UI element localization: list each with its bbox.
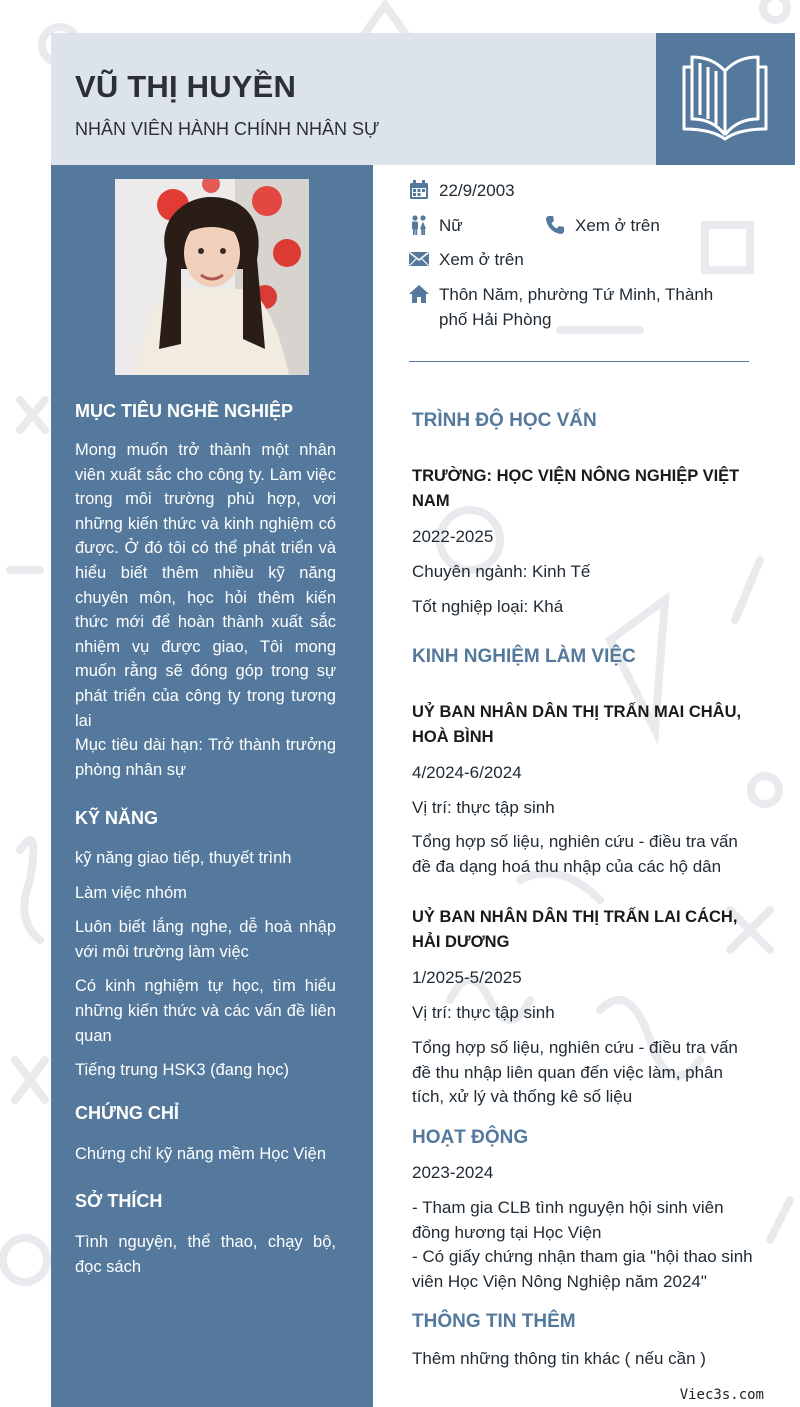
skill-item: Tiếng trung HSK3 (đang học) xyxy=(75,1061,290,1080)
activities-title: HOẠT ĐỘNG xyxy=(412,1127,529,1148)
candidate-name: VŨ THỊ HUYỀN xyxy=(75,69,297,104)
sidebar xyxy=(51,165,373,1407)
email-row xyxy=(439,247,524,272)
contact-divider xyxy=(409,361,749,362)
gender-row xyxy=(439,213,463,238)
certificates-text: Chứng chỉ kỹ năng mềm Học Viện xyxy=(75,1145,327,1163)
email-value[interactable]: Xem ở trên xyxy=(439,250,524,269)
hobbies-text: Tình nguyện, thể thao, chạy bộ, đọc sách xyxy=(75,1233,336,1276)
watermark: Viec3s.com xyxy=(679,1387,764,1403)
certificates-title: CHỨNG CHỈ xyxy=(75,1103,179,1123)
objective-text: Mong muốn trở thành một nhân viên xuất sắc cho công ty. Làm việc trong môi trường phù hợp, vơi những kiến thức và kinh nghiệm có được. Ở đó tôi có thể phát triển và hiểu biết thêm nhiều kỹ năng chuyên môn, học hỏi thêm kiến thức mới để hoàn thành xuất sắc nhiệm vụ được giao, Tôi mong muốn rằng sẽ đóng góp trong sự phát triển của công ty trong tương lai xyxy=(75,441,336,730)
header xyxy=(51,33,656,165)
activities-line-1: - Tham gia CLB tình nguyện hội sinh viên đồng hương tại Học Viện xyxy=(412,1198,724,1242)
activities-period: 2023-2024 xyxy=(412,1163,494,1182)
education-grade: Tốt nghiệp loại: Khá xyxy=(412,597,564,616)
job-org: UỶ BAN NHÂN DÂN THỊ TRẤN MAI CHÂU, HOÀ BÌNH xyxy=(412,703,742,746)
birthday-value: 22/9/2003 xyxy=(439,181,515,200)
skill-item: Luôn biết lắng nghe, dễ hoà nhập với môi trường làm việc xyxy=(75,918,336,961)
job-period: 1/2025-5/2025 xyxy=(412,968,522,987)
school-name: TRƯỜNG: HỌC VIỆN NÔNG NGHIỆP VIỆT NAM xyxy=(412,467,740,510)
job-position: Vị trí: thực tập sinh xyxy=(412,798,555,817)
education-title: TRÌNH ĐỘ HỌC VẤN xyxy=(412,410,597,431)
extra-text: Thêm những thông tin khác ( nếu cần ) xyxy=(412,1349,706,1368)
skills-section xyxy=(75,808,336,1093)
hobbies-section xyxy=(75,1191,336,1279)
phone-icon xyxy=(545,215,565,235)
job-description: Tổng hợp số liệu, nghiên cứu - điều tra vấn đề thu nhập liên quan đến việc làm, phân tích, xử lý và thống kê số liệu xyxy=(412,1038,738,1106)
hobbies-title: SỞ THÍCH xyxy=(75,1191,163,1211)
address-row xyxy=(439,282,729,332)
gender-value: Nữ xyxy=(439,216,463,235)
logo-box xyxy=(656,33,795,165)
avatar xyxy=(115,179,309,375)
job-title: NHÂN VIÊN HÀNH CHÍNH NHÂN SỰ xyxy=(75,119,380,139)
job-org: UỶ BAN NHÂN DÂN THỊ TRẤN LAI CÁCH, HẢI DƯƠNG xyxy=(412,908,738,951)
job-position: Vị trí: thực tập sinh xyxy=(412,1003,555,1022)
address-value: Thôn Năm, phường Tứ Minh, Thành phố Hải Phòng xyxy=(439,285,714,329)
calendar-icon xyxy=(409,180,429,200)
skill-item: kỹ năng giao tiếp, thuyết trình xyxy=(75,849,292,867)
experience-title: KINH NGHIỆM LÀM VIỆC xyxy=(412,646,636,667)
home-icon xyxy=(409,284,429,304)
phone-row xyxy=(575,213,660,238)
extra-title: THÔNG TIN THÊM xyxy=(412,1311,576,1332)
job-period: 4/2024-6/2024 xyxy=(412,763,522,782)
birthday-row xyxy=(439,178,515,203)
objective-title: MỤC TIÊU NGHỀ NGHIỆP xyxy=(75,401,294,421)
skill-item: Có kinh nghiệm tự học, tìm hiểu những kiến thức và các vấn đề liên quan xyxy=(75,977,336,1045)
objective-section xyxy=(75,401,336,782)
open-book-icon xyxy=(678,53,773,145)
envelope-icon xyxy=(409,249,429,269)
main-content xyxy=(373,165,800,1407)
gender-icon xyxy=(409,215,429,235)
education-years: 2022-2025 xyxy=(412,527,494,546)
job-description: Tổng hợp số liệu, nghiên cứu - điều tra vấn đề đa dạng hoá thu nhập của các hộ dân xyxy=(412,832,738,876)
education-major: Chuyên ngành: Kinh Tế xyxy=(412,562,591,581)
skill-item: Làm việc nhóm xyxy=(75,883,187,902)
objective-long-term: Mục tiêu dài hạn: Trở thành trưởng phòng nhân sự xyxy=(75,736,336,779)
phone-value[interactable]: Xem ở trên xyxy=(575,216,660,235)
portrait-photo xyxy=(115,179,309,375)
certificates-section xyxy=(75,1103,336,1167)
skills-title: KỸ NĂNG xyxy=(75,808,159,828)
activities-line-2: - Có giấy chứng nhận tham gia "hội thao sinh viên Học Viện Nông Nghiệp năm 2024" xyxy=(412,1247,753,1291)
